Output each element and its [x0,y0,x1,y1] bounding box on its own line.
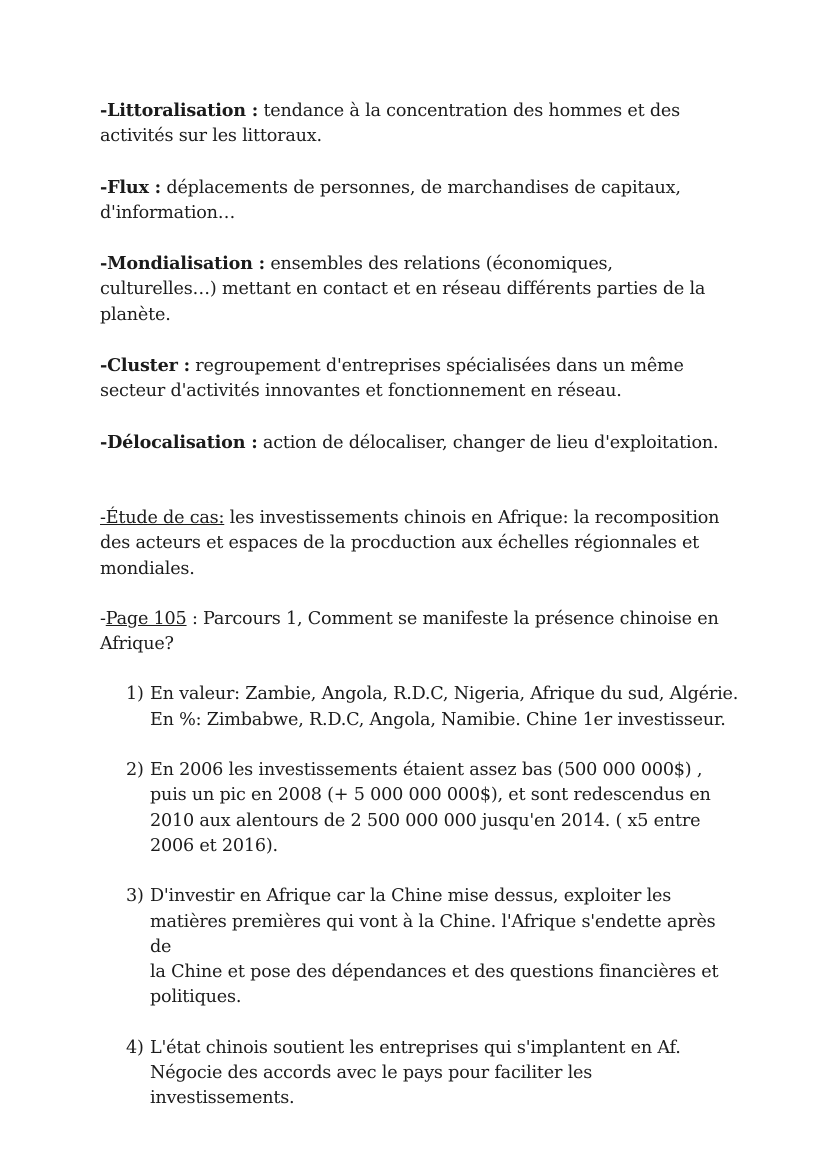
list-item-number: 3) [126,886,144,907]
document-page [100,98,740,1137]
definition-text: planète. [100,304,171,325]
definition-text: tendance à la concentration des hommes et des [258,101,680,121]
list-item-text: D'investir en Afrique car la Chine mise dessus, exploiter les [150,886,672,907]
list-item-text: politiques. [150,987,242,1008]
list-item-text: Négocie des accords avec le pays pour faciliter les investissements. [150,1063,593,1109]
list-item-text: la Chine et pose des dépendances et des questions financières et [150,962,719,983]
page-reference-text: Afrique? [100,634,174,655]
definition-text: secteur d'activités innovantes et fonctionnement en réseau. [100,381,622,402]
list-item [100,758,740,859]
case-study-text: mondiales. [100,558,195,579]
definition-term: -Délocalisation : [100,431,258,453]
page-reference-label: Page 105 [105,608,187,629]
list-item [100,884,740,1010]
definition-text: action de délocaliser, changer de lieu d'exploitation. [257,432,719,453]
list-item-text: En 2006 les investissements étaient assez bas (500 000 000$) , [150,760,703,781]
definition-text: déplacements de personnes, de marchandises de capitaux, [160,177,681,198]
list-item-text: En valeur: Zambie, Angola, R.D.C, Nigeria, Afrique du sud, Algérie. [150,684,739,705]
list-item-text: matières premières qui vont à la Chine. l'Afrique s'endette après de [150,911,716,957]
page-reference-prefix: - [100,608,106,629]
definition-mondialisation [100,251,740,328]
list-item-text: 2010 aux alentours de 2 500 000 000 jusqu'en 2014. ( x5 entre [150,810,701,831]
case-study-text: des acteurs et espaces de la procduction aux échelles régionnales et [100,533,700,554]
definition-term: -Littoralisation : [100,100,259,121]
case-study-text: les investissements chinois en Afrique: la recomposition [224,507,720,528]
list-item-number: 1) [126,684,144,705]
case-study [100,506,740,582]
definition-delocalisation [100,430,740,456]
answer-list [100,682,740,1111]
definition-littoralisation [100,98,740,150]
page-reference-text: : Parcours 1, Comment se manifeste la présence chinoise en [186,608,719,629]
definition-flux [100,175,740,227]
list-item-text: puis un pic en 2008 (+ 5 000 000 000$), et sont redescendus en [150,785,711,806]
definition-cluster [100,353,740,405]
list-item-text: L'état chinois soutient les entreprises qui s'implantent en Af. [150,1037,681,1058]
definition-text: d'information… [100,202,236,223]
definition-text: ensembles des relations (économiques, [264,254,613,275]
definition-text: culturelles…) mettant en contact et en réseau différents parties de la [100,279,706,300]
definition-term: -Mondialisation : [100,253,265,275]
list-item-text: 2006 et 2016). [150,835,278,856]
list-item [100,682,740,733]
definition-term: -Flux : [100,176,161,198]
list-item [100,1036,740,1112]
definition-term: -Cluster : [100,355,190,377]
definition-text: regroupement d'entreprises spécialisées dans un même [189,356,684,377]
list-item-number: 2) [126,760,144,781]
definition-text: activités sur les littoraux. [100,126,322,147]
page-reference [100,607,740,658]
case-study-label: -Étude de cas: [100,507,225,528]
list-item-text: En %: Zimbabwe, R.D.C, Angola, Namibie. Chine 1er investisseur. [150,709,726,730]
list-item-number: 4) [126,1037,144,1058]
